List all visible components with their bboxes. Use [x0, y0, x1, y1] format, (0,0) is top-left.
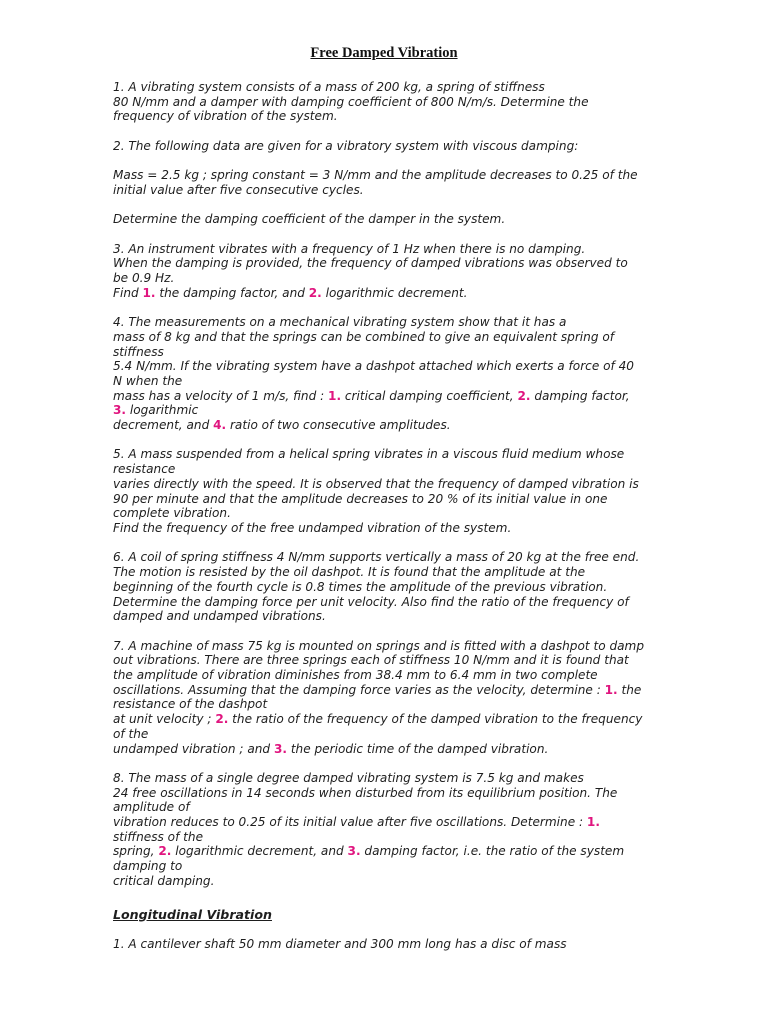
q8-line-6c: damping factor, i.e. the ratio of the system [360, 844, 625, 859]
q3-line-2: When the damping is provided, the frequency of damped vibrations was observed to [113, 256, 628, 271]
q5-line-5: complete vibration. [113, 506, 231, 521]
q1-line-3: frequency of vibration of the system. [113, 109, 338, 124]
q7-line-5: resistance of the dashpot [113, 697, 268, 712]
question-4 [113, 315, 653, 433]
q8-line-2: 24 free oscillations in 14 seconds when disturbed from its equilibrium position. The [113, 785, 618, 800]
item-number: 2. [517, 388, 531, 403]
q5-line-4: 90 per minute and that the amplitude decreases to 20 % of its initial value in one [113, 491, 608, 506]
question-3 [113, 242, 653, 301]
q5-line-3: varies directly with the speed. It is observed that the frequency of damped vibration is [113, 476, 639, 491]
q4-line-8b: ratio of two consecutive amplitudes. [226, 418, 451, 433]
q5-line-6: Find the frequency of the free undamped vibration of the system. [113, 521, 512, 535]
q4-line-6b: critical damping coefficient, [341, 388, 518, 403]
q4-line-1: 4. The measurements on a mechanical vibrating system show that it has a [113, 315, 567, 330]
document-body [113, 80, 653, 966]
q6-line-5: damped and undamped vibrations. [113, 609, 326, 624]
q2-line-4: Determine the damping coefficient of the damper in the system. [113, 212, 506, 227]
q5-line-1: 5. A mass suspended from a helical spring vibrates in a viscous fluid medium whose [113, 447, 625, 462]
q2-line-1: 2. The following data are given for a vibratory system with viscous damping: [113, 138, 579, 153]
section-heading: Longitudinal Vibration [113, 906, 272, 922]
q3-line-4b: the damping factor, and [155, 285, 309, 300]
q8-line-6b: logarithmic decrement, and [171, 844, 348, 859]
lq1-line-1: 1. A cantilever shaft 50 mm diameter and 300 mm long has a disc of mass [113, 936, 567, 951]
q4-line-4: 5.4 N/mm. If the vibrating system have a dashpot attached which exerts a force of 40 [113, 359, 634, 374]
q2-line-3: initial value after five consecutive cycles. [113, 182, 364, 197]
q7-line-4a: oscillations. Assuming that the damping force varies as the velocity, determine : [113, 682, 605, 697]
longitudinal-question-1 [113, 937, 653, 952]
q4-line-6a: mass has a velocity of 1 m/s, find : [113, 388, 329, 403]
q6-line-2: The motion is resisted by the oil dashpot. It is found that the amplitude at the [113, 565, 586, 580]
q7-line-1: 7. A machine of mass 75 kg is mounted on springs and is fitted with a dashpot to damp [113, 638, 644, 653]
q7-line-4b: the [617, 682, 642, 697]
question-1 [113, 80, 653, 124]
q7-line-7: of the [113, 726, 149, 741]
item-number: 3. [347, 844, 361, 859]
item-number: 3. [113, 403, 127, 418]
q4-line-3: stiffness [113, 344, 164, 359]
item-number: 1. [604, 682, 618, 697]
q4-line-5: N when the [113, 373, 183, 388]
q6-line-1: 6. A coil of spring stiffness 4 N/mm supports vertically a mass of 20 kg at the free end. [113, 550, 640, 565]
question-2 [113, 139, 653, 154]
item-number: 2. [215, 712, 229, 727]
q4-line-8a: decrement, and [113, 418, 214, 433]
item-number: 1. [142, 285, 156, 300]
q7-line-6b: the ratio of the frequency of the damped vibration to the frequency [228, 712, 643, 727]
q1-line-1: 1. A vibrating system consists of a mass of 200 kg, a spring of stiffness [113, 80, 545, 94]
q8-line-4a: vibration reduces to 0.25 of its initial value after five oscillations. Determine : [113, 815, 587, 830]
question-2-data [113, 168, 653, 197]
q1-line-2: 80 N/mm and a damper with damping coefficient of 800 N/m/s. Determine the [113, 94, 589, 109]
question-5 [113, 447, 653, 535]
item-number: 1. [586, 815, 600, 830]
q3-line-4c: logarithmic decrement. [321, 285, 468, 300]
q8-line-8: critical damping. [113, 873, 215, 888]
item-number: 4. [213, 418, 227, 433]
q8-line-7: damping to [113, 859, 183, 874]
q8-line-5: stiffness of the [113, 829, 204, 844]
q7-line-2: out vibrations. There are three springs each of stiffness 10 N/mm and it is found that [113, 653, 629, 668]
q8-line-6a: spring, [113, 844, 159, 859]
q8-line-1: 8. The mass of a single degree damped vibrating system is 7.5 kg and makes [113, 770, 584, 785]
question-6 [113, 550, 653, 624]
item-number: 2. [158, 844, 172, 859]
q4-line-2: mass of 8 kg and that the springs can be combined to give an equivalent spring of [113, 329, 615, 344]
q7-line-6a: at unit velocity ; [113, 712, 216, 727]
q3-line-4a: Find [113, 285, 143, 300]
question-8 [113, 771, 653, 889]
q2-line-2: Mass = 2.5 kg ; spring constant = 3 N/mm and the amplitude decreases to 0.25 of the [113, 168, 638, 183]
q7-line-8a: undamped vibration ; and [113, 741, 274, 756]
page-title: Free Damped Vibration [310, 45, 458, 61]
q7-line-3: the amplitude of vibration diminishes from 38.4 mm to 6.4 mm in two complete [113, 668, 598, 682]
q6-line-3: beginning of the fourth cycle is 0.8 times the amplitude of the previous vibration. [113, 579, 608, 594]
q6-line-4: Determine the damping force per unit velocity. Also find the ratio of the frequency of [113, 594, 629, 609]
q8-line-3: amplitude of [113, 800, 190, 815]
item-number: 1. [328, 388, 342, 403]
q4-line-7: logarithmic [126, 403, 199, 418]
item-number: 3. [273, 741, 287, 756]
q3-line-1: 3. An instrument vibrates with a frequency of 1 Hz when there is no damping. [113, 241, 586, 256]
question-2-task [113, 212, 653, 227]
item-number: 2. [308, 285, 322, 300]
question-7 [113, 639, 653, 757]
q3-line-3: be 0.9 Hz. [113, 271, 175, 286]
q4-line-6c: damping factor, [530, 388, 630, 403]
q5-line-2: resistance [113, 462, 176, 477]
q7-line-8b: the periodic time of the damped vibration. [286, 741, 549, 756]
